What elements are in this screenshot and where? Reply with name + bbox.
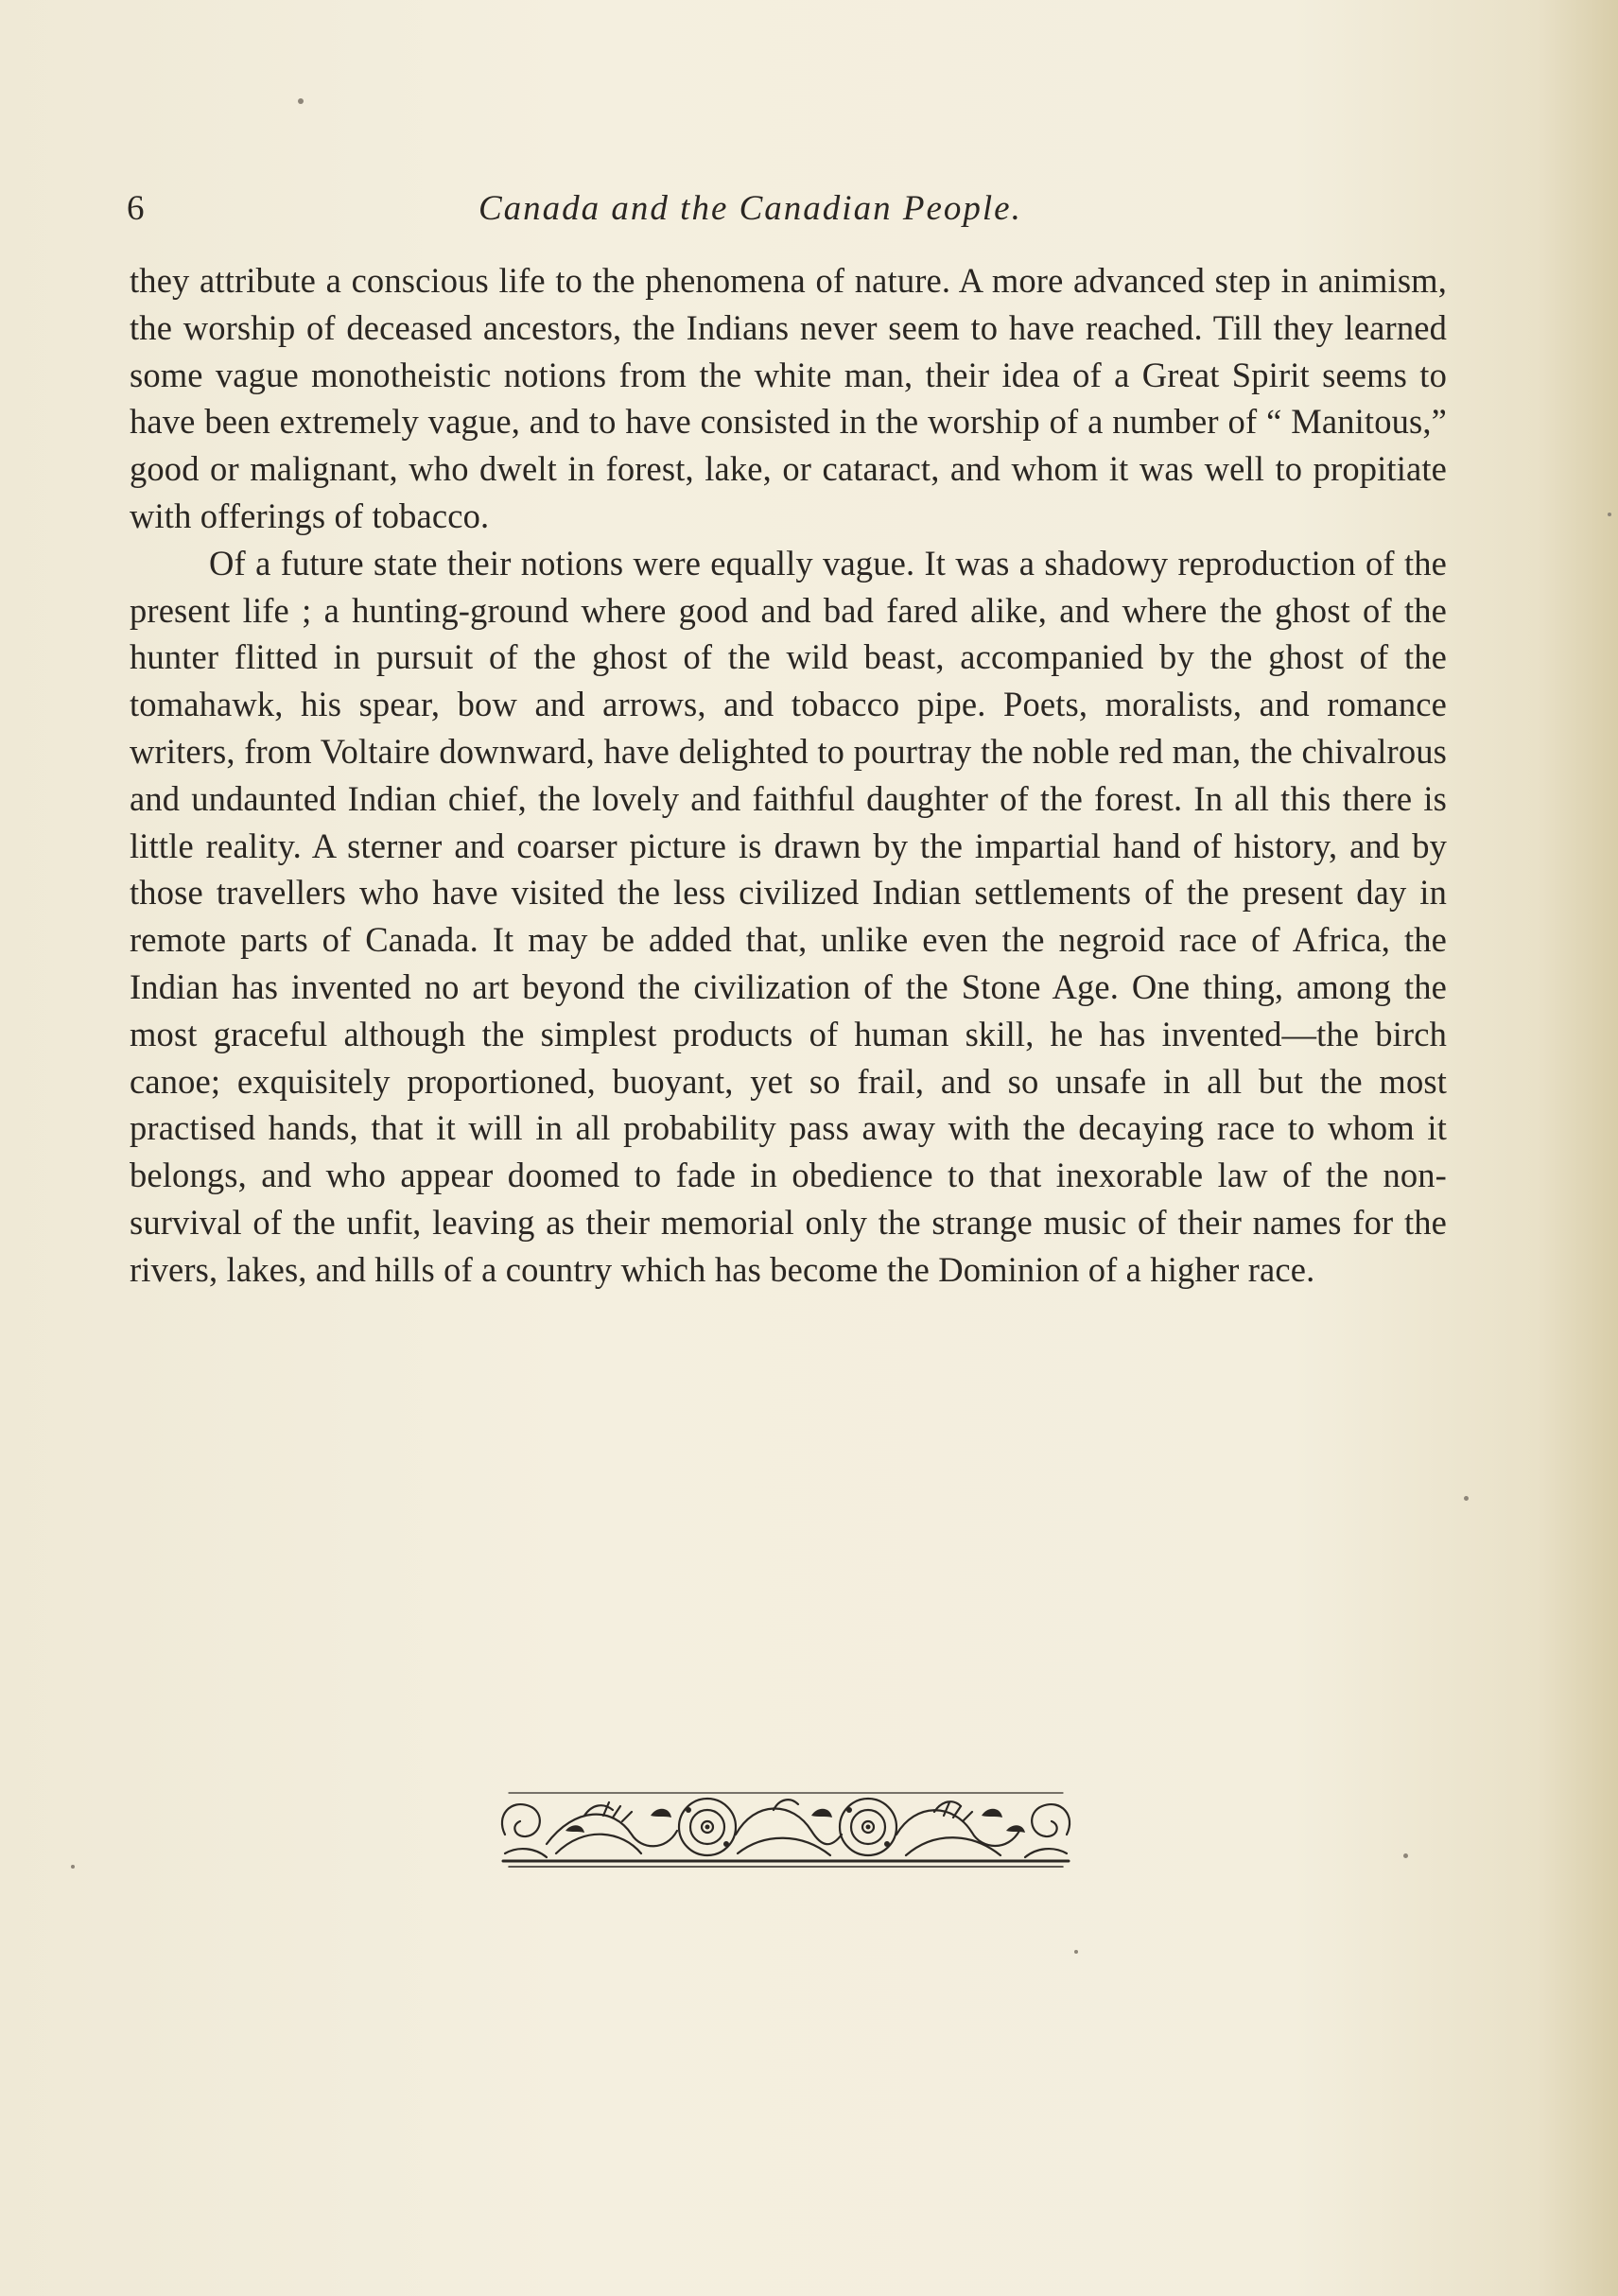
running-title: Canada and the Canadian People. [478, 189, 1022, 228]
page-number: 6 [127, 189, 146, 228]
floral-tailpiece-icon [490, 1778, 1082, 1878]
paper-speck [1074, 1950, 1078, 1954]
paper-speck [298, 98, 304, 104]
paragraph: they attribute a conscious life to the phenomena of nature. A more advanced step in animism, the worship of deceased ancestors, the Indians never seem to have reached. Till they learned some vague monotheistic notions from the white man, their idea of a Great Spirit seems to have been extremely vague, and to have consisted in the worship of a number of “ Manitous,” good or malignant, who dwelt in forest, lake, or cataract, and whom it was well to propitiate with offerings of tobacco. [130, 261, 1447, 535]
page-header [127, 185, 1451, 233]
paragraph: Of a future state their notions were equally vague. It was a shadowy reproduction of the present life ; a hunting-ground where good and bad fared alike, and where the ghost of the hunter flitted in pursuit of the ghost of the wild beast, accompanied by the ghost of the tomahawk, his spear, bow and arrows, and tobacco pipe. Poets, moralists, and romance writers, from Voltaire downward, have delighted to pourtray the noble red man, the chivalrous and undaunted Indian chief, the lovely and faithful daughter of the forest. In all this there is little reality. A sterner and coarser picture is drawn by the impartial hand of history, and by those travellers who have visited the less civilized Indian settlements of the present day in remote parts of Canada. It may be added that, unlike even the negroid race of Africa, the Indian has invented no art beyond the civilization of the Stone Age. One thing, among the most graceful although the simplest products of human skill, he has invented—the birch canoe; exquisitely proportioned, buoyant, yet so frail, and so unsafe in all but the most practised hands, that it will in all probability pass away with the decaying race to whom it belongs, and who appear doomed to fade in obedience to that inexorable law of the non-survival of the unfit, leaving as their memorial only the strange music of their names for the rivers, lakes, and hills of a country which has become the Dominion of a higher race. [130, 543, 1447, 1289]
paper-speck [71, 1865, 75, 1869]
paper-speck [1608, 513, 1611, 516]
paper-speck [1403, 1853, 1408, 1858]
paper-speck [1464, 1496, 1469, 1501]
body-text [130, 257, 1447, 1294]
